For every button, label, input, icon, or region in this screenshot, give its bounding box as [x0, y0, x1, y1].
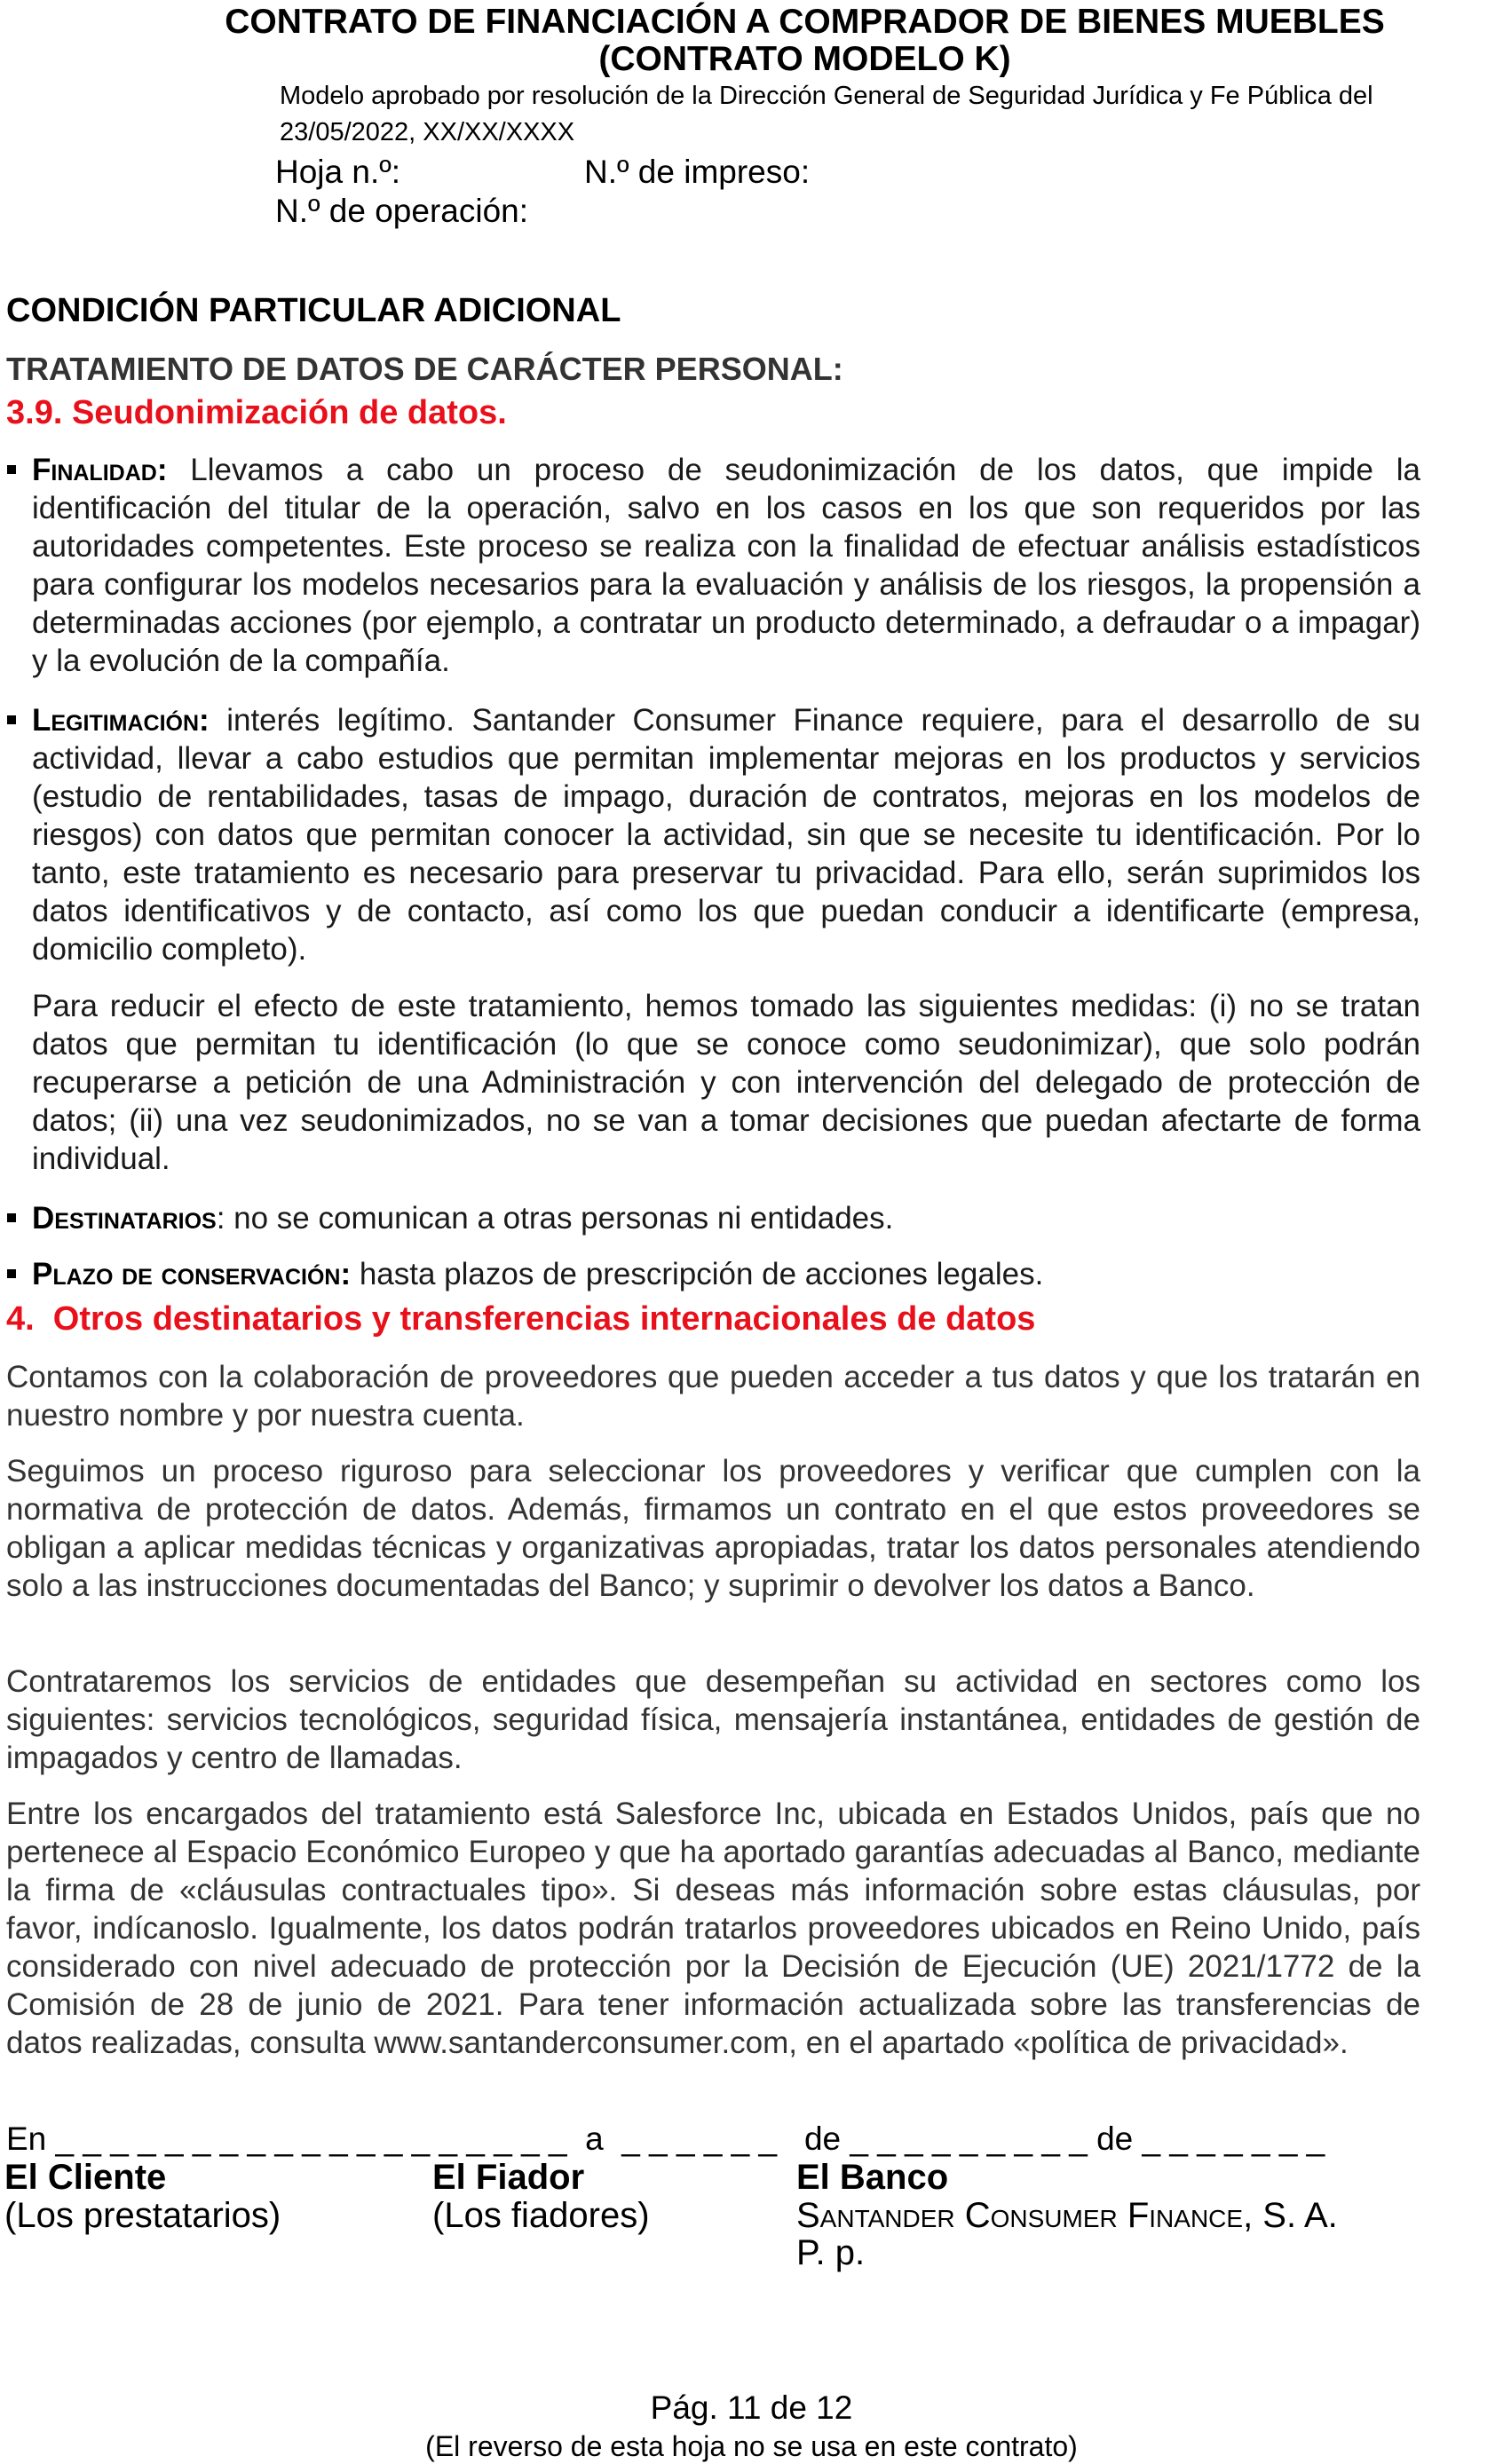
operation-number-label: N.º de operación:: [275, 193, 529, 229]
client-signature-title: El Cliente: [4, 2158, 167, 2197]
approval-note: Modelo aprobado por resolución de la Dirección General de Seguridad Jurídica y Fe Pública del: [280, 82, 1373, 110]
bank-name: Santander Consumer Finance, S. A.: [796, 2196, 1338, 2235]
bullet-icon: [7, 715, 16, 724]
guarantor-signature-sub: (Los fiadores): [432, 2196, 650, 2235]
reverse-note: (El reverso de esta hoja no se usa en este contrato): [425, 2430, 1078, 2462]
bullet-legitimacion: [32, 701, 1420, 968]
bullet-text: hasta plazos de prescripción de acciones legales.: [351, 1257, 1044, 1291]
print-number-label: N.º de impreso:: [584, 154, 811, 190]
client-signature-sub: (Los prestatarios): [4, 2196, 281, 2235]
section4-paragraph: Seguimos un proceso riguroso para seleccionar los proveedores y verificar que cumplen con la normativa de protección de datos. Además, firmamos un contrato en el que estos proveedores se obligan a aplicar medidas técnicas y organizativas apropiadas, tratar los datos personales atendiendo solo a las instrucciones documentadas del Banco; y suprimir o devolver los datos a Banco.: [6, 1454, 1420, 1603]
section4-paragraph: Contamos con la colaboración de proveedores que pueden acceder a tus datos y que los tratarán en nuestro nombre y por nuestra cuenta.: [6, 1360, 1420, 1433]
bullet-term: Finalidad:: [32, 453, 168, 487]
bullet-icon: [7, 465, 16, 474]
section4-paragraph: Entre los encargados del tratamiento está Salesforce Inc, ubicada en Estados Unidos, país que no pertenece al Espacio Económico Europeo y que ha aportado garantías adecuadas al Banco, mediante la firma de «cláusulas contractuales tipo». Si deseas más información sobre estas cláusulas, por favor, indícanoslo. Igualmente, los datos podrán tratarlos proveedores ubicados en Reino Unido, país considerado con nivel adecuado de protección por la Decisión de Ejecución (UE) 2021/1772 de la Comisión de 28 de junio de 2021. Para tener información actualizada sobre las transferencias de datos realizadas, consulta www.santanderconsumer.com, en el apartado «política de privacidad».: [6, 1797, 1420, 2060]
bank-pp: P. p.: [796, 2233, 866, 2272]
guarantor-signature-title: El Fiador: [432, 2158, 585, 2197]
bank-signature-title: El Banco: [796, 2158, 949, 2197]
bullet-icon: [7, 1269, 16, 1278]
bullet-plazo: [32, 1255, 1420, 1293]
bullet-term: Destinatarios: [32, 1201, 217, 1236]
document-title-model: (CONTRATO MODELO K): [598, 40, 1011, 78]
document-title: CONTRATO DE FINANCIACIÓN A COMPRADOR DE BIENES MUEBLES: [225, 3, 1385, 41]
bullet-term: Plazo de conservación:: [32, 1257, 352, 1291]
bullet-text: : no se comunican a otras personas ni entidades.: [216, 1201, 894, 1236]
measures-paragraph: Para reducir el efecto de este tratamiento, hemos tomado las siguientes medidas: (i) no se tratan datos que permitan tu identificación (lo que se conoce como seudonimizar), que solo podrán recuperarse a petición de una Administración y con intervención del delegado de protección de datos; (ii) una vez seudonimizados, no se van a tomar decisiones que puedan afectarte de forma individual.: [32, 989, 1420, 1176]
section4-paragraph: Contrataremos los servicios de entidades que desempeñan su actividad en sectores como los siguientes: servicios tecnológicos, seguridad física, mensajería instantánea, entidades de gestión de impagados y centro de llamadas.: [6, 1664, 1420, 1775]
section-heading: CONDICIÓN PARTICULAR ADICIONAL: [6, 292, 621, 329]
bullet-destinatarios: [32, 1199, 1420, 1237]
bullet-text: interés legítimo. Santander Consumer Finance requiere, para el desarrollo de su actividad, llevar a cabo estudios que permitan implementar mejoras en los productos y servicios (estudio de rentabilidades, tasas de impago, duración de contratos, mejoras en los modelos de riesgos) con datos que permitan conocer la actividad, sin que se necesite tu identificación. Por lo tanto, este tratamiento es necesario para preservar tu privacidad. Para ello, serán suprimidos los datos identificativos y de contacto, así como los que puedan conducir a identificarte (empresa, domicilio completo).: [32, 703, 1420, 967]
bullet-icon: [7, 1213, 16, 1222]
place-date-line: En _ _ _ _ _ _ _ _ _ _ _ _ _ _ _ _ _ _ _ a _ _ _ _ _ _ de _ _ _ _ _ _ _ _ _ de _ _ _ _ _ _ _: [6, 2120, 1325, 2157]
bullet-term: Legitimación:: [32, 703, 210, 738]
bullet-text: Llevamos a cabo un proceso de seudonimización de los datos, que impide la identificación del titular de la operación, salvo en los casos en los que son requeridos por las autoridades competentes. Este proceso se realiza con la finalidad de efectuar análisis estadísticos para configurar los modelos necesarios para la evaluación y análisis de los riesgos, la propensión a determinadas acciones (por ejemplo, a contratar un producto determinado, a defraudar o a impagar) y la evolución de la compañía.: [32, 453, 1420, 678]
sheet-number-label: Hoja n.º:: [275, 154, 401, 190]
section-subheading: TRATAMIENTO DE DATOS DE CARÁCTER PERSONAL:: [6, 351, 843, 387]
bullet-finalidad: [32, 451, 1420, 680]
clause-heading: 3.9. Seudonimización de datos.: [6, 394, 507, 431]
approval-date: 23/05/2022, XX/XX/XXXX: [280, 118, 575, 146]
page-number: Pág. 11 de 12: [650, 2389, 853, 2426]
section4-heading: 4. Otros destinatarios y transferencias internacionales de datos: [6, 1300, 1036, 1338]
